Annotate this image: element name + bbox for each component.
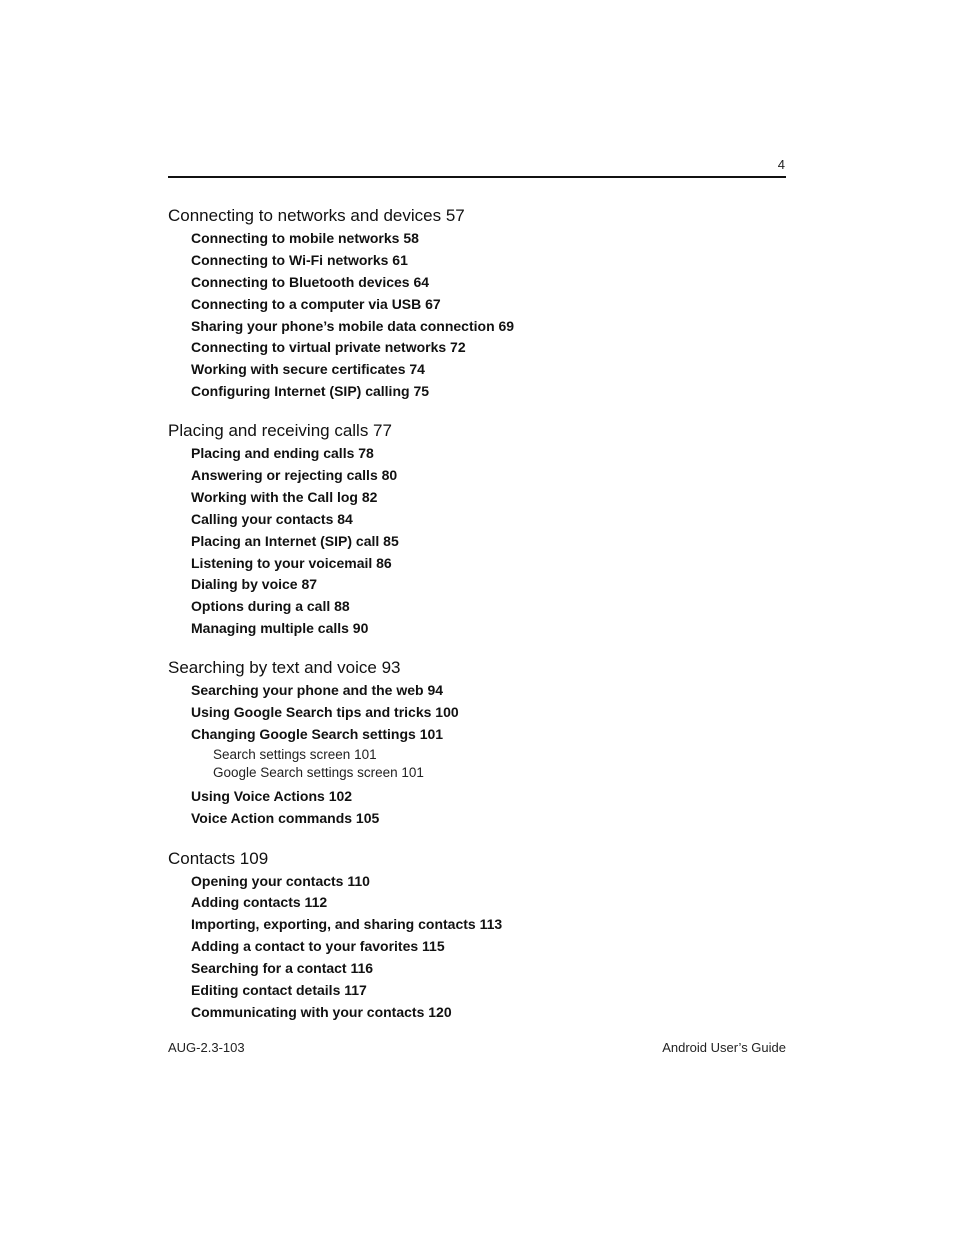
toc-entry[interactable]: Connecting to virtual private networks 72 [191,339,466,356]
toc-section-calls [168,419,786,640]
toc-entry[interactable]: Opening your contacts 110 [191,872,370,889]
toc-entry[interactable]: Changing Google Search settings 101 [191,725,444,742]
toc-entry[interactable]: Connecting to mobile networks 58 [191,230,419,246]
toc-entry[interactable]: Communicating with your contacts 120 [191,1003,452,1020]
toc-section-search [168,656,786,829]
section-title[interactable]: Contacts 109 [168,848,269,868]
toc-subentry[interactable]: Search settings screen 101 [213,746,377,762]
footer-doc-id: AUG-2.3-103 [168,1040,245,1055]
toc-entry[interactable]: Adding a contact to your favorites 115 [191,938,445,955]
toc-entry[interactable]: Dialing by voice 87 [191,576,318,593]
toc-entry[interactable]: Managing multiple calls 90 [191,620,369,637]
toc-entry[interactable]: Connecting to Bluetooth devices 64 [191,273,430,290]
toc-entry[interactable]: Calling your contacts 84 [191,510,353,527]
toc-entry[interactable]: Sharing your phone’s mobile data connection 69 [191,317,515,334]
toc-entry[interactable]: Placing an Internet (SIP) call 85 [191,532,399,549]
page-number: 4 [777,157,785,172]
toc-entry[interactable]: Adding contacts 112 [191,894,328,911]
toc-entry[interactable]: Working with the Call log 82 [191,488,378,505]
toc-subentry[interactable]: Google Search settings screen 101 [213,764,424,780]
section-title[interactable]: Placing and receiving calls 77 [168,421,392,441]
toc-entry[interactable]: Importing, exporting, and sharing contacts 113 [191,916,503,933]
toc-entry[interactable]: Working with secure certificates 74 [191,361,425,378]
table-of-contents [168,204,786,1040]
toc-entry[interactable]: Connecting to Wi-Fi networks 61 [191,251,408,268]
section-title[interactable]: Searching by text and voice 93 [168,658,401,678]
toc-entry[interactable]: Editing contact details 117 [191,982,367,999]
toc-entry[interactable]: Listening to your voicemail 86 [191,554,392,571]
footer-doc-title: Android User’s Guide [662,1040,786,1055]
toc-entry[interactable]: Placing and ending calls 78 [191,445,374,462]
section-title[interactable]: Connecting to networks and devices 57 [168,206,465,225]
toc-section-contacts [168,847,786,1024]
toc-entry[interactable]: Searching your phone and the web 94 [191,682,444,699]
toc-entry[interactable]: Options during a call 88 [191,598,350,615]
toc-entry[interactable]: Voice Action commands 105 [191,809,380,826]
toc-entry[interactable]: Using Google Search tips and tricks 100 [191,704,459,721]
toc-entry[interactable]: Answering or rejecting calls 80 [191,467,398,484]
toc-entry[interactable]: Configuring Internet (SIP) calling 75 [191,383,430,400]
header-rule [168,176,786,178]
toc-subentries [168,746,786,782]
toc-entry[interactable]: Connecting to a computer via USB 67 [191,295,441,312]
toc-entry[interactable]: Searching for a contact 116 [191,960,374,977]
toc-section-networks [168,204,786,403]
toc-entry[interactable]: Using Voice Actions 102 [191,787,353,804]
